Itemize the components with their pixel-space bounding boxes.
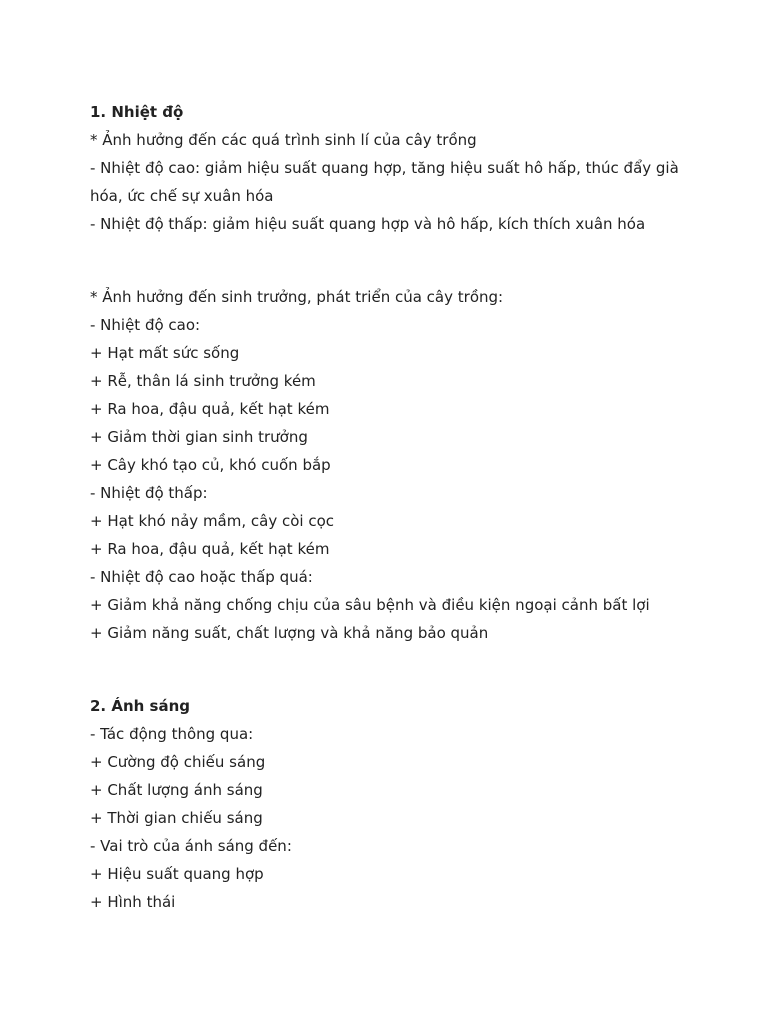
text-line: * Ảnh hưởng đến sinh trưởng, phát triển của cây trồng: — [90, 288, 504, 306]
text-line: - Nhiệt độ thấp: — [90, 484, 208, 502]
text-line: + Giảm năng suất, chất lượng và khả năng bảo quản — [90, 624, 489, 642]
text-line: - Nhiệt độ cao: giảm hiệu suất quang hợp, tăng hiệu suất hô hấp, thúc đẩy già hóa, ức chế sự xuân hóa — [90, 159, 679, 205]
text-line: * Ảnh hưởng đến các quá trình sinh lí của cây trồng — [90, 131, 477, 149]
text-line: + Hình thái — [90, 893, 176, 911]
text-line: + Hạt khó nảy mầm, cây còi cọc — [90, 512, 335, 530]
text-line: - Tác động thông qua: — [90, 725, 254, 743]
paragraph-gap — [90, 647, 690, 692]
text-line: + Ra hoa, đậu quả, kết hạt kém — [90, 540, 330, 558]
text-line: - Nhiệt độ cao hoặc thấp quá: — [90, 568, 313, 586]
text-line: - Nhiệt độ cao: — [90, 316, 201, 334]
text-line: - Nhiệt độ thấp: giảm hiệu suất quang hợp và hô hấp, kích thích xuân hóa — [90, 215, 646, 233]
text-line: + Hiệu suất quang hợp — [90, 865, 264, 883]
paragraph-gap — [90, 238, 690, 283]
document-page — [90, 98, 690, 916]
text-line: + Cường độ chiếu sáng — [90, 753, 266, 771]
text-line: + Cây khó tạo củ, khó cuốn bắp — [90, 456, 331, 474]
text-line: - Vai trò của ánh sáng đến: — [90, 837, 292, 855]
text-line: + Ra hoa, đậu quả, kết hạt kém — [90, 400, 330, 418]
text-line: + Chất lượng ánh sáng — [90, 781, 263, 799]
section-heading-temperature: 1. Nhiệt độ — [90, 103, 184, 121]
text-line: + Thời gian chiếu sáng — [90, 809, 263, 827]
text-line: + Giảm thời gian sinh trưởng — [90, 428, 308, 446]
text-line: + Rễ, thân lá sinh trưởng kém — [90, 372, 316, 390]
text-line: + Hạt mất sức sống — [90, 344, 240, 362]
section-heading-light: 2. Ánh sáng — [90, 697, 191, 715]
text-line: + Giảm khả năng chống chịu của sâu bệnh và điều kiện ngoại cảnh bất lợi — [90, 596, 650, 614]
